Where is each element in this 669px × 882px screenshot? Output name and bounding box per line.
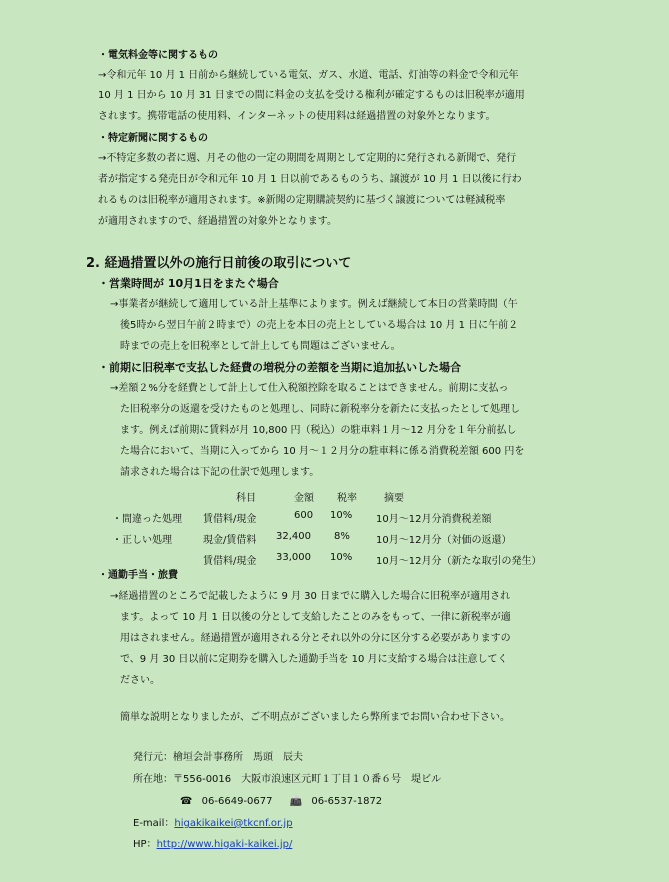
eigyo-text-1: →事業者が継続して適用している計上基準によります。例えば継続して本日の営業時間（午 — [110, 299, 518, 310]
tsukin-text-4: で、9 月 30 日以前に定期券を購入した通勤手当を 10 月に支給する場合は注意してく — [120, 654, 508, 665]
section-2-title: 2. 経過措置以外の施行日前後の取引について — [86, 256, 352, 271]
table-cell-note: 10月～12月分消費税差額 — [376, 514, 492, 525]
closing-text: 簡単な説明となりましたが、ご不明点がございましたら弊所までお問い合わせ下さい。 — [120, 712, 510, 723]
website-link[interactable]: http://www.higaki-kaikei.jp/ — [156, 839, 293, 850]
hp-label: HP： — [133, 839, 157, 850]
phone-icon: ☎ — [180, 796, 193, 807]
table-cell-subject: 賃借料/現金 — [203, 514, 257, 525]
tel-number: 06-6649-0677 — [201, 796, 273, 807]
fax-number: 06-6537-1872 — [311, 796, 383, 807]
email-row — [133, 817, 293, 831]
table-cell-note: 10月～12月分（対価の返還） — [376, 535, 512, 546]
denki-heading: ・電気料金等に関するもの — [98, 50, 218, 61]
shinbun-text-4: が適用されますので、経過措置の対象外となります。 — [98, 216, 337, 227]
tsukin-text-1: →経過措置のところで記載したように 9 月 30 日までに購入した場合に旧税率が適用され — [110, 591, 511, 602]
denki-text-3: されます。携帯電話の使用料、インターネットの使用料は経過措置の対象外となります。 — [98, 111, 496, 122]
shinbun-heading: ・特定新聞に関するもの — [98, 133, 208, 144]
fax-icon: 📠 — [289, 796, 303, 807]
table-cell-amount: 33,000 — [276, 552, 311, 563]
zenki-text-5: 請求された場合は下記の仕訳で処理します。 — [120, 467, 320, 478]
table-cell-rate: 10% — [330, 510, 353, 521]
table-cell-amount: 600 — [294, 510, 314, 521]
eigyo-text-2: 後5時から翌日午前２時まで）の売上を本日の売上としている場合は 10 月 1 日に午前２ — [120, 320, 519, 331]
tsukin-text-5: ださい。 — [120, 675, 160, 686]
table-cell-note: 10月～12月分（新たな取引の発生） — [376, 556, 542, 567]
table-cell-rate: 10% — [330, 552, 353, 563]
contact-row — [180, 795, 382, 809]
eigyo-text-3: 時までの売上を旧税率として計上しても問題はございません。 — [120, 341, 401, 352]
tsukin-heading: ・通勤手当・旅費 — [98, 570, 178, 581]
hp-row — [133, 838, 292, 852]
eigyo-heading: ・営業時間が 10月1日をまたぐ場合 — [98, 277, 279, 290]
shinbun-text-2: 者が指定する発売日が令和元年 10 月 1 日以前であるものうち、譲渡が 10 月 1 日以後に行わ — [98, 174, 522, 185]
table-header-note: 摘要 — [384, 493, 404, 504]
email-label: E-mail： — [133, 818, 175, 829]
zenki-text-3: ます。例えば前期に賃料が月 10,800 円（税込）の駐車料１月～12 月分を１年分前払し — [120, 425, 517, 436]
publisher: 発行元：檜垣会計事務所 馬頭 辰夫 — [133, 752, 303, 763]
email-link[interactable]: higakikaikei@tkcnf.or.jp — [174, 818, 293, 829]
table-header-subject: 科目 — [236, 493, 256, 504]
table-cell-subject: 現金/賃借料 — [203, 535, 257, 546]
shinbun-text-1: →不特定多数の者に週、月その他の一定の期間を周期として定期的に発行される新聞で、発行 — [98, 153, 517, 164]
address: 所在地：〒556-0016 大阪市浪速区元町１丁目１０番６号 堤ビル — [133, 774, 442, 785]
denki-text-1: →令和元年 10 月 1 日前から継続している電気、ガス、水道、電話、灯油等の料金で令和元年 — [98, 70, 519, 81]
table-cell-amount: 32,400 — [276, 531, 311, 542]
zenki-heading: ・前期に旧税率で支払した経費の増税分の差額を当期に追加払いした場合 — [98, 361, 461, 374]
zenki-text-4: た場合において、当期に入ってから 10 月～１２月分の駐車料に係る消費税差額 600 円を — [120, 446, 525, 457]
table-cell-subject: 賃借料/現金 — [203, 556, 257, 567]
shinbun-text-3: れるものは旧税率が適用されます。※新聞の定期購読契約に基づく譲渡については軽減税率 — [98, 195, 506, 206]
table-row-label: ・間違った処理 — [112, 514, 182, 525]
table-header-rate: 税率 — [337, 493, 357, 504]
table-cell-rate: 8% — [334, 531, 350, 542]
denki-text-2: 10 月 1 日から 10 月 31 日までの間に料金の支払を受ける権利が確定するものは旧税率が適用 — [98, 90, 525, 101]
table-row-label: ・正しい処理 — [112, 535, 172, 546]
table-header-amount: 金額 — [294, 493, 314, 504]
tsukin-text-3: 用はされません。経過措置が適用される分とそれ以外の分に区分する必要がありますの — [120, 633, 511, 644]
tsukin-text-2: ます。よって 10 月 1 日以後の分として支給したことのみをもって、一律に新税率が適 — [120, 612, 511, 623]
zenki-text-2: た旧税率分の返還を受けたものと処理し、同時に新税率分を新たに支払ったとして処理し — [120, 404, 520, 415]
zenki-text-1: →差額２%分を経費として計上して仕入税額控除を取ることはできません。前期に支払っ — [110, 383, 509, 394]
